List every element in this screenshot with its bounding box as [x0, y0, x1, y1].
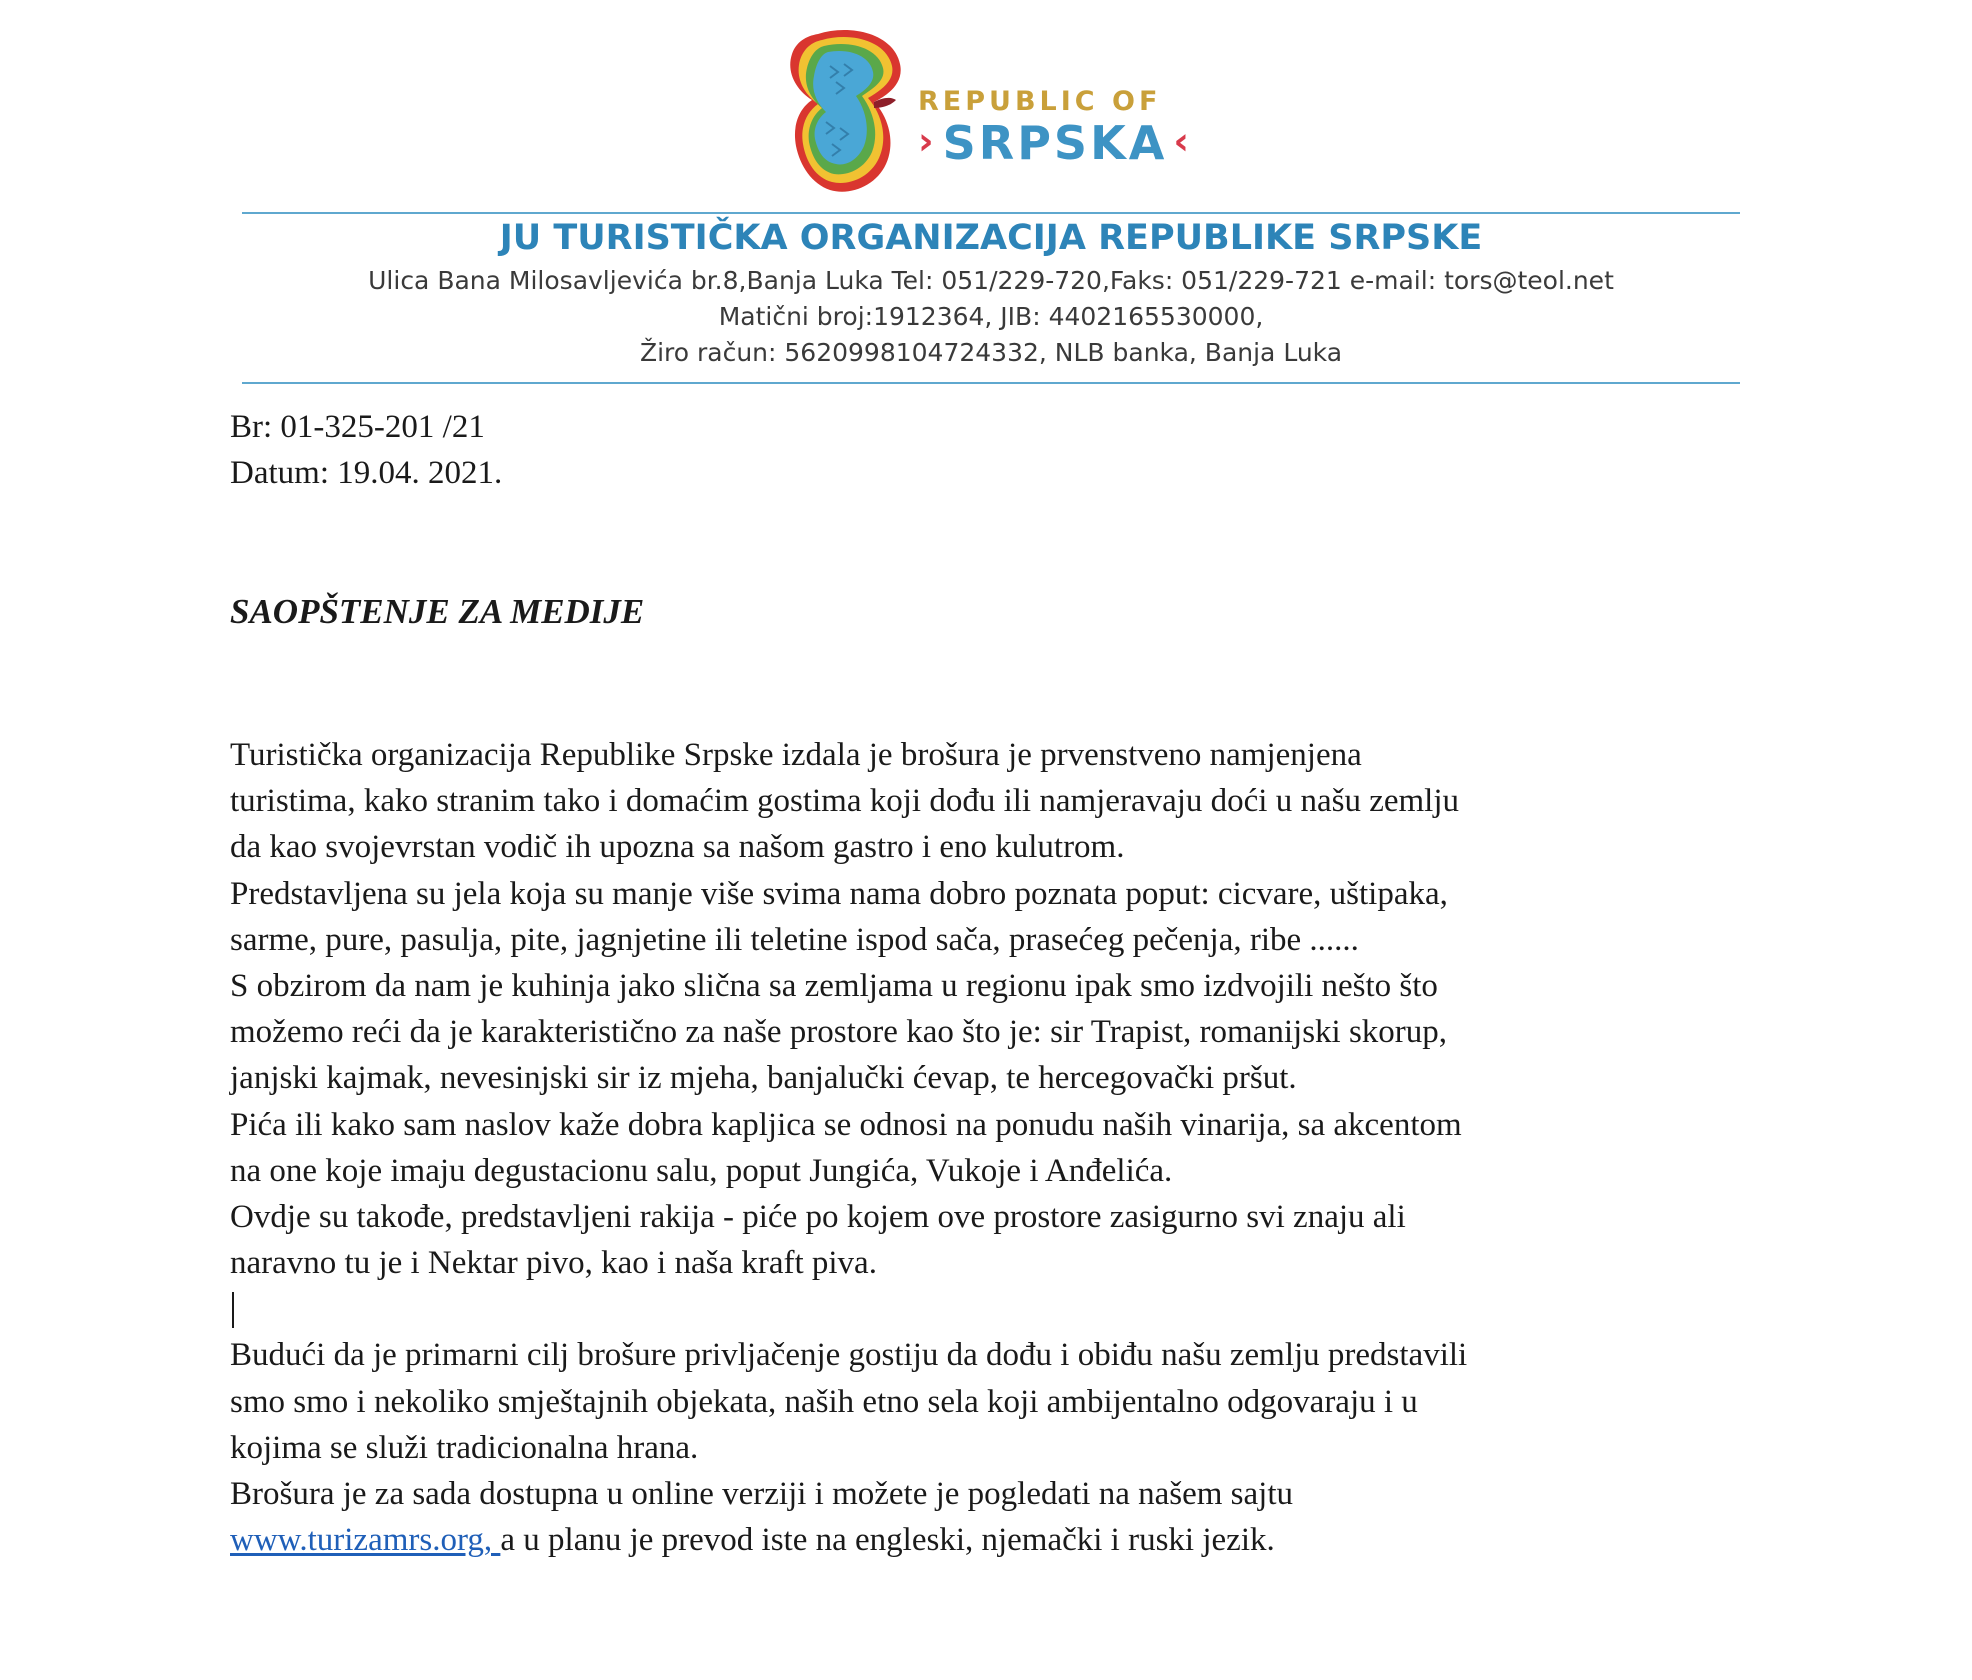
body-line: kojima se služi tradicionalna hrana. [230, 1429, 699, 1466]
document-heading: SAOPŠTENJE ZA MEDIJE [230, 592, 645, 631]
document-body [230, 732, 1750, 1563]
body-line: Ovdje su takođe, predstavljeni rakija - piće po kojem ove prostore zasigurno svi znaju ali [230, 1198, 1406, 1235]
body-line-rest: a u planu je prevod iste na engleski, njemački i ruski jezik. [500, 1522, 1275, 1559]
body-line: Turistička organizacija Republike Srpske izdala je brošura je prvenstveno namjenjena [230, 737, 1362, 773]
organization-registry: Matični broj:1912364, JIB: 4402165530000, [718, 302, 1264, 331]
header-divider-top [242, 212, 1740, 214]
organization-name: JU TURISTIČKA ORGANIZACIJA REPUBLIKE SRPSKE [499, 218, 1483, 258]
chevron-right-icon: › [918, 119, 937, 163]
document-meta [230, 404, 502, 496]
chevron-left-icon: ‹ [1173, 119, 1192, 163]
body-line: turistima, kako stranim tako i domaćim gostima koji dođu ili namjeravaju doći u našu zemlju [230, 783, 1460, 820]
organization-address: Ulica Bana Milosavljevića br.8,Banja Luka Tel: 051/229-720,Faks: 051/229-721 e-mail: tors@teol.net [368, 266, 1614, 295]
empty-line-with-cursor[interactable] [230, 1286, 1750, 1332]
body-line: da kao svojevrstan vodič ih upozna sa našom gastro i eno kulutrom. [230, 829, 1125, 866]
header-divider-bottom [242, 382, 1740, 384]
organization-account: Žiro račun: 5620998104724332, NLB banka, Banja Luka [639, 338, 1343, 367]
text-cursor [232, 1292, 234, 1328]
logo-text-srpska [918, 116, 1192, 170]
body-line: na one koje imaju degustacionu salu, poput Jungića, Vukoje i Anđelića. [230, 1152, 1173, 1189]
body-line: S obzirom da nam je kuhinja jako slična sa zemljama u regionu ipak smo izdvojili nešto što [230, 967, 1438, 1004]
body-line: janjski kajmak, nevesinjski sir iz mjeha, banjalučki ćevap, te hercegovački pršut. [230, 1060, 1297, 1097]
body-line: sarme, pure, pasulja, pite, jagnjetine ili teletine ispod sača, prasećeg pečenja, ribe ...... [230, 921, 1359, 958]
brand-logo [778, 24, 1190, 200]
logo-wordmark: SRPSKA [942, 116, 1168, 170]
document-date: Datum: 19.04. 2021. [230, 455, 503, 491]
body-line: Brošura je za sada dostupna u online verziji i možete je pogledati na našem sajtu [230, 1476, 1293, 1512]
body-line-with-link [230, 1517, 1750, 1563]
body-line: Predstavljena su jela koja su manje više svima nama dobro poznata poput: cicvare, uštipaka, [230, 875, 1448, 912]
body-line: Budući da je primarni cilj brošure privljačenje gostiju da dođu i obiđu našu zemlju predstavili [230, 1337, 1468, 1374]
website-link[interactable]: www.turizamrs.org, [230, 1522, 501, 1559]
body-line: smo smo i nekoliko smještajnih objekata, naših etno sela koji ambijentalno odgovaraju i u [230, 1383, 1418, 1420]
body-line: Pića ili kako sam naslov kaže dobra kapljica se odnosi na ponudu naših vinarija, sa akcentom [230, 1106, 1462, 1143]
butterfly-logo-icon [778, 24, 908, 200]
logo-text-republic-of: REPUBLIC OF [918, 86, 1162, 117]
document-reference: Br: 01-325-201 /21 [230, 409, 485, 445]
body-line: možemo reći da je karakteristično za naše prostore kao što je: sir Trapist, romanijski skorup, [230, 1014, 1448, 1051]
body-line: naravno tu je i Nektar pivo, kao i naša kraft piva. [230, 1245, 877, 1282]
